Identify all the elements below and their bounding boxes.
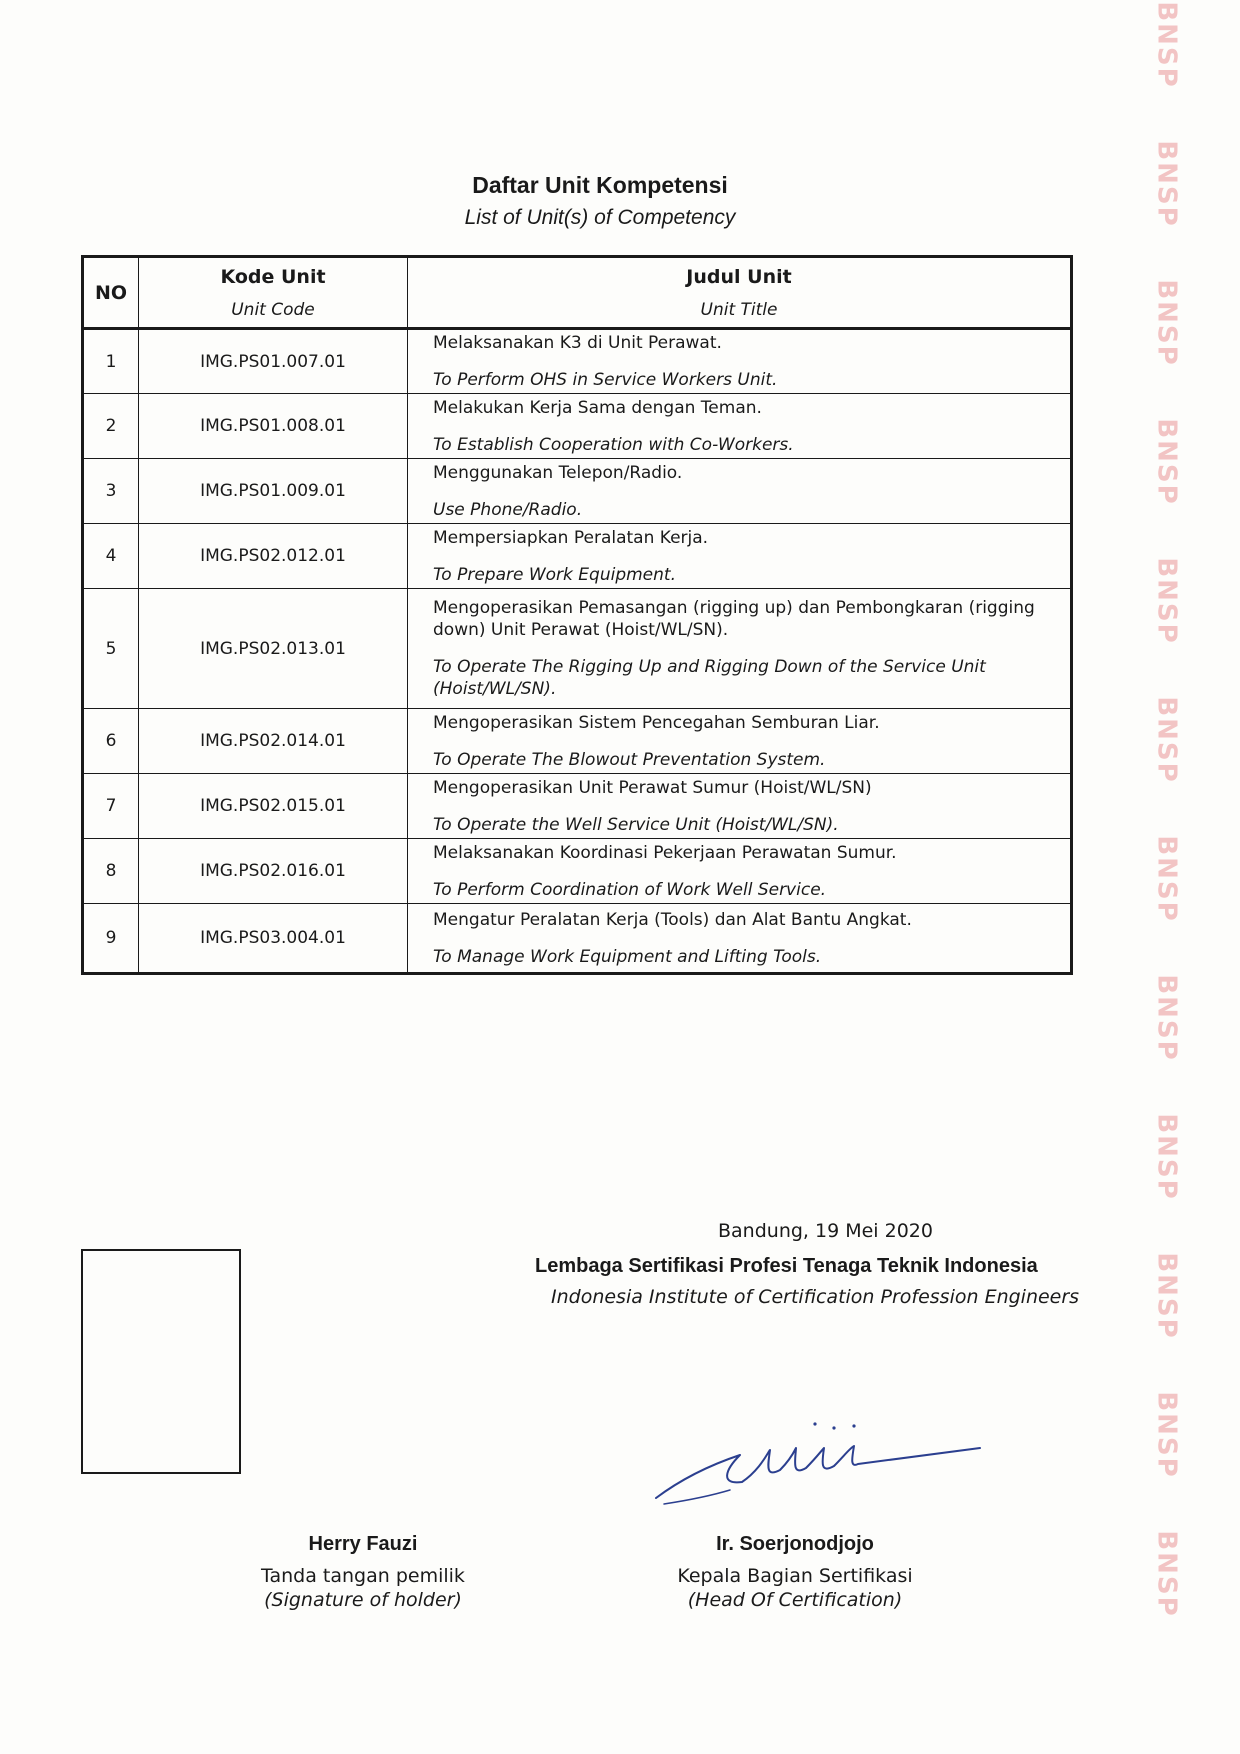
unit-title-en: To Prepare Work Equipment. [433, 564, 676, 585]
bnsp-watermark-text: BNSP [1151, 1391, 1182, 1479]
unit-title-en: To Manage Work Equipment and Lifting Tools. [433, 946, 822, 967]
unit-title-cell [408, 709, 1072, 774]
unit-title-cell [408, 459, 1072, 524]
header-code-label: Kode Unit [220, 265, 326, 288]
row-number: 9 [83, 904, 139, 974]
table-row [83, 709, 1072, 774]
table-row [83, 904, 1072, 974]
unit-title-cell [408, 839, 1072, 904]
competency-units-table [81, 255, 1073, 975]
unit-code: IMG.PS03.004.01 [139, 904, 408, 974]
row-number: 6 [83, 709, 139, 774]
holder-role: Tanda tangan pemilik [261, 1565, 465, 1587]
unit-title: Mempersiapkan Peralatan Kerja. [433, 527, 709, 548]
page-subtitle: List of Unit(s) of Competency [464, 206, 736, 229]
table-row [83, 394, 1072, 459]
unit-title-en: To Perform Coordination of Work Well Service. [433, 879, 827, 900]
bnsp-watermark-text: BNSP [1151, 279, 1182, 367]
unit-code: IMG.PS01.009.01 [139, 459, 408, 524]
row-number: 4 [83, 524, 139, 589]
unit-title-en: To Perform OHS in Service Workers Unit. [433, 370, 778, 390]
holder-role-en: (Signature of holder) [264, 1589, 462, 1611]
issuer-org-name-en: Indonesia Institute of Certification Profession Engineers [551, 1286, 1080, 1308]
unit-title-cell [408, 524, 1072, 589]
holder-name: Herry Fauzi [308, 1533, 418, 1555]
header-no-label: NO [94, 281, 128, 304]
bnsp-watermark-text: BNSP [1151, 1113, 1182, 1201]
bnsp-watermark-text: BNSP [1151, 835, 1182, 923]
bnsp-watermark-text: BNSP [1151, 1252, 1182, 1340]
bnsp-watermark-text: BNSP [1151, 1, 1182, 89]
document-heading [0, 172, 1200, 230]
bnsp-watermark-text: BNSP [1151, 696, 1182, 784]
table-row [83, 774, 1072, 839]
unit-title-en: To Operate The Rigging Up and Rigging Down of the Service Unit (Hoist/WL/SN). [433, 657, 986, 699]
table-row [83, 459, 1072, 524]
unit-title-cell [408, 774, 1072, 839]
unit-title-cell [408, 329, 1072, 394]
bnsp-watermark-strip [1151, 0, 1240, 1754]
table-body [83, 329, 1072, 974]
unit-title: Melaksanakan K3 di Unit Perawat. [433, 333, 722, 353]
bnsp-watermark-text: BNSP [1151, 557, 1182, 645]
place-date: Bandung, 19 Mei 2020 [718, 1220, 933, 1242]
certifier-signature-block [665, 1533, 925, 1611]
unit-title: Mengoperasikan Unit Perawat Sumur (Hoist/WL/SN) [433, 777, 872, 798]
row-number: 1 [83, 329, 139, 394]
unit-code: IMG.PS02.013.01 [139, 589, 408, 709]
unit-title-en: To Operate The Blowout Preventation System. [433, 749, 826, 770]
unit-code: IMG.PS01.007.01 [139, 329, 408, 394]
unit-title-cell [408, 904, 1072, 974]
unit-code: IMG.PS02.012.01 [139, 524, 408, 589]
table-header-row [83, 257, 1072, 329]
bnsp-watermark-text: BNSP [1151, 974, 1182, 1062]
row-number: 8 [83, 839, 139, 904]
bnsp-watermark-text: BNSP [1151, 140, 1182, 228]
page-title: Daftar Unit Kompetensi [472, 172, 728, 198]
certifier-role: Kepala Bagian Sertifikasi [677, 1565, 913, 1587]
unit-title: Melaksanakan Koordinasi Pekerjaan Perawatan Sumur. [433, 842, 897, 863]
unit-title: Melakukan Kerja Sama dengan Teman. [433, 397, 762, 418]
header-code-label-en: Unit Code [231, 299, 315, 320]
header-title-label: Judul Unit [686, 265, 792, 288]
row-number: 5 [83, 589, 139, 709]
table-row [83, 589, 1072, 709]
certifier-role-en: (Head Of Certification) [687, 1589, 903, 1611]
unit-title: Mengatur Peralatan Kerja (Tools) dan Alat Bantu Angkat. [433, 909, 912, 930]
header-title-label-en: Unit Title [700, 299, 778, 320]
unit-title-en: To Establish Cooperation with Co-Workers. [433, 434, 794, 455]
photo-placeholder [81, 1249, 241, 1474]
unit-title-cell [408, 589, 1072, 709]
header-code [139, 257, 408, 329]
unit-code: IMG.PS02.016.01 [139, 839, 408, 904]
table-row [83, 839, 1072, 904]
unit-code: IMG.PS02.015.01 [139, 774, 408, 839]
unit-code: IMG.PS02.014.01 [139, 709, 408, 774]
unit-title: Mengoperasikan Sistem Pencegahan Semburan Liar. [433, 712, 880, 733]
row-number: 3 [83, 459, 139, 524]
unit-title: Mengoperasikan Pemasangan (rigging up) dan Pembongkaran (rigging down) Unit Perawat (Hoist/WL/SN). [433, 598, 1035, 640]
header-no [83, 257, 139, 329]
issuer-org-name: Lembaga Sertifikasi Profesi Tenaga Teknik Indonesia [535, 1255, 1038, 1277]
header-title [408, 257, 1072, 329]
certifier-name: Ir. Soerjonodjojo [716, 1533, 874, 1555]
table-row [83, 329, 1072, 394]
unit-title-cell [408, 394, 1072, 459]
row-number: 2 [83, 394, 139, 459]
unit-title-en: Use Phone/Radio. [433, 499, 583, 520]
unit-code: IMG.PS01.008.01 [139, 394, 408, 459]
row-number: 7 [83, 774, 139, 839]
bnsp-watermark-text: BNSP [1151, 1530, 1182, 1618]
holder-signature-block [248, 1533, 478, 1611]
bnsp-watermark-text: BNSP [1151, 418, 1182, 506]
unit-title: Menggunakan Telepon/Radio. [433, 462, 683, 483]
table-row [83, 524, 1072, 589]
unit-title-en: To Operate the Well Service Unit (Hoist/WL/SN). [433, 814, 839, 835]
certifier-signature [650, 1410, 990, 1520]
